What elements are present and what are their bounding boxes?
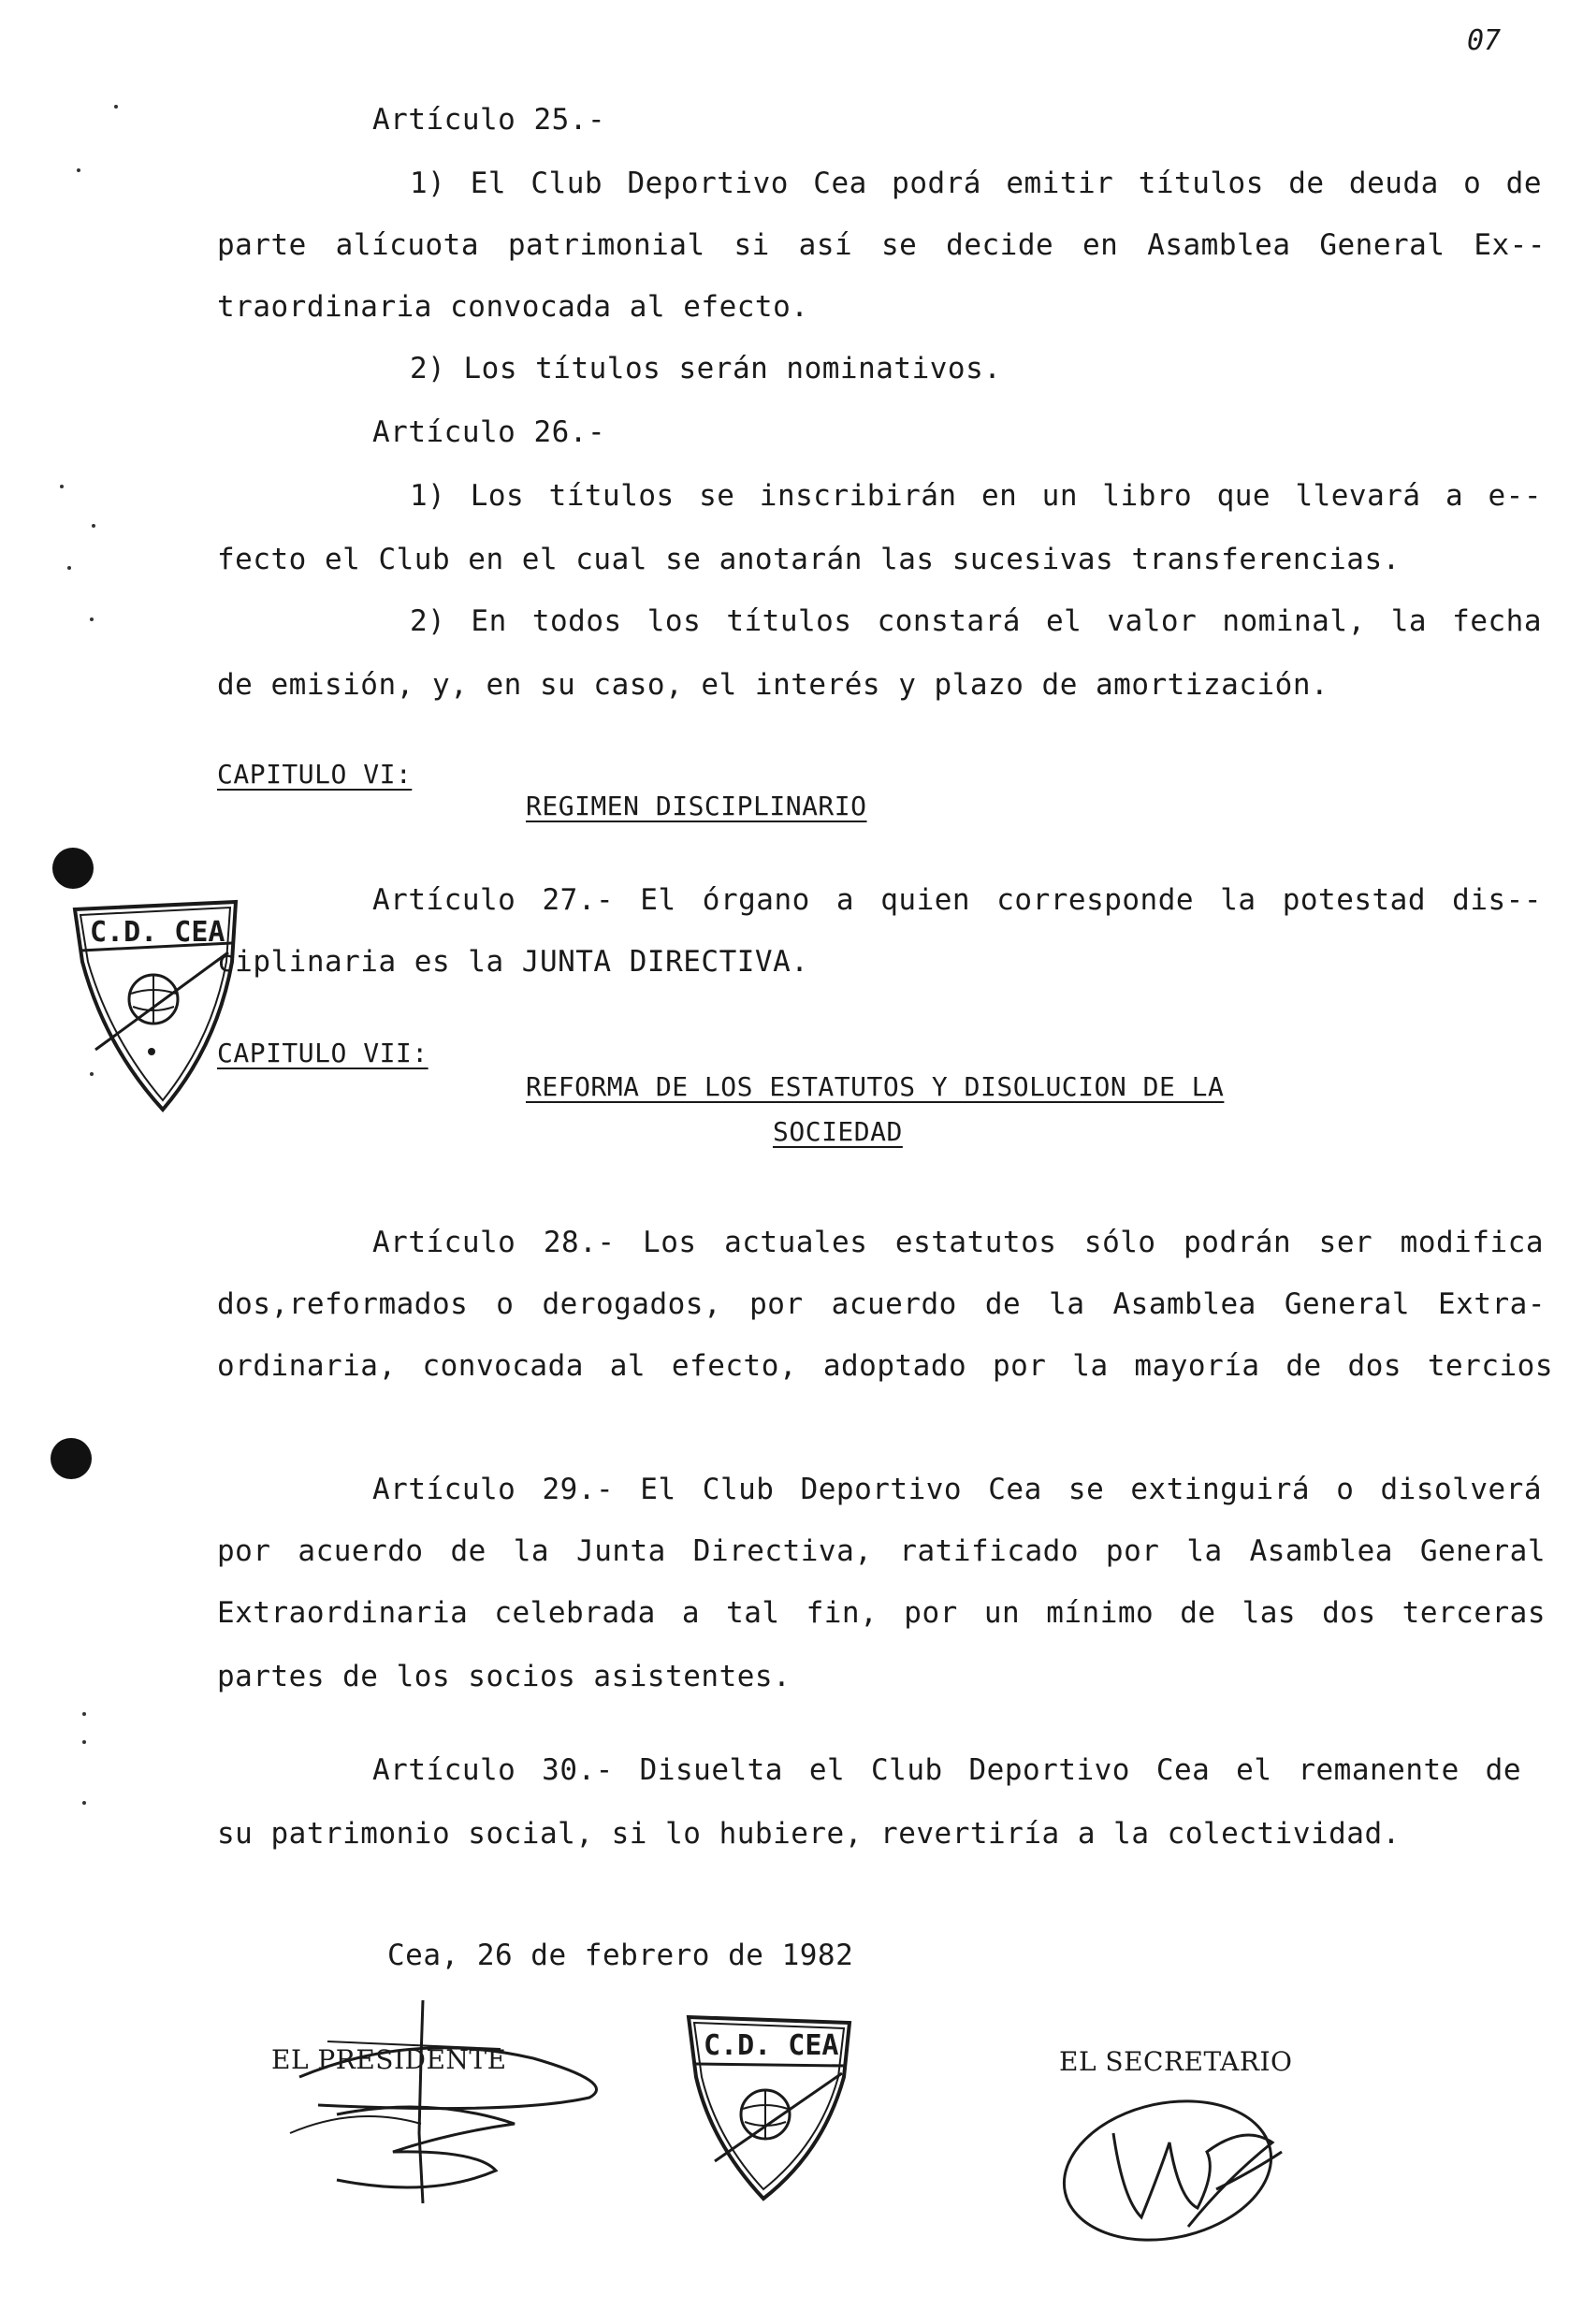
margin-speck bbox=[90, 617, 94, 621]
chapter-7-title-line2: SOCIEDAD bbox=[773, 1116, 903, 1147]
article-29-line2: por acuerdo de la Junta Directiva, ratificado por la Asamblea General bbox=[217, 1534, 1546, 1568]
date-line: Cea, 26 de febrero de 1982 bbox=[387, 1939, 854, 1972]
signature-scribble-icon bbox=[1057, 2086, 1291, 2245]
binder-hole-top bbox=[52, 848, 94, 889]
margin-speck bbox=[82, 1801, 86, 1805]
article-26-p2-line1: 2) En todos los títulos constará el valor nominal, la fecha bbox=[410, 604, 1542, 638]
article-28-line3: ordinaria, convocada al efecto, adoptado por la mayoría de dos tercios bbox=[217, 1349, 1553, 1383]
president-label: EL PRESIDENTE bbox=[271, 2044, 507, 2075]
margin-speck bbox=[92, 524, 95, 528]
article-25-p1-line2: parte alícuota patrimonial si así se decide en Asamblea General Ex-- bbox=[217, 228, 1546, 262]
chapter-7-title-line1: REFORMA DE LOS ESTATUTOS Y DISOLUCION DE LA bbox=[526, 1071, 1225, 1102]
article-26-p1-line1: 1) Los títulos se inscribirán en un libro que llevará a e-- bbox=[410, 479, 1542, 513]
president-signature bbox=[281, 1993, 627, 2208]
margin-speck bbox=[114, 105, 118, 109]
article-29-line1: Artículo 29.- El Club Deportivo Cea se extinguirá o disolverá bbox=[372, 1473, 1542, 1506]
club-stamp-margin bbox=[67, 896, 245, 1117]
article-30-line1: Artículo 30.- Disuelta el Club Deportivo Cea el remanente de bbox=[372, 1753, 1521, 1787]
club-shield-icon bbox=[67, 896, 245, 1117]
secretary-signature bbox=[1057, 2086, 1291, 2245]
article-27-line2: ciplinaria es la JUNTA DIRECTIVA. bbox=[217, 945, 809, 979]
article-27-line1: Artículo 27.- El órgano a quien corresponde la potestad dis-- bbox=[372, 883, 1542, 917]
margin-speck bbox=[67, 566, 71, 570]
chapter-6-label: CAPITULO VI: bbox=[217, 759, 413, 790]
article-30-line2: su patrimonio social, si lo hubiere, revertiría a la colectividad. bbox=[217, 1817, 1401, 1851]
margin-speck bbox=[82, 1740, 86, 1744]
article-29-line4: partes de los socios asistentes. bbox=[217, 1660, 792, 1693]
article-28-line1: Artículo 28.- Los actuales estatutos sólo podrán ser modifica bbox=[372, 1226, 1544, 1259]
margin-speck bbox=[60, 485, 64, 488]
club-shield-icon bbox=[683, 2012, 859, 2204]
article-25-p1-line3: traordinaria convocada al efecto. bbox=[217, 290, 809, 324]
secretary-label: EL SECRETARIO bbox=[1059, 2046, 1293, 2077]
article-28-line2: dos,reformados o derogados, por acuerdo de la Asamblea General Extra- bbox=[217, 1287, 1546, 1321]
article-26-title: Artículo 26.- bbox=[372, 415, 606, 449]
page-number: 07 bbox=[1467, 24, 1502, 57]
article-25-p2: 2) Los títulos serán nominativos. bbox=[410, 352, 1002, 385]
club-stamp-bottom bbox=[683, 2012, 859, 2204]
margin-speck bbox=[77, 168, 80, 172]
article-26-p2-line2: de emisión, y, en su caso, el interés y plazo de amortización. bbox=[217, 668, 1329, 702]
article-26-p1-line2: fecto el Club en el cual se anotarán las sucesivas transferencias. bbox=[217, 543, 1401, 576]
signature-scribble-icon bbox=[281, 1993, 627, 2208]
binder-hole-bottom bbox=[51, 1438, 92, 1479]
margin-speck bbox=[82, 1712, 86, 1716]
club-stamp-text: C.D. CEA bbox=[704, 2029, 839, 2062]
chapter-6-title: REGIMEN DISCIPLINARIO bbox=[526, 791, 867, 821]
club-stamp-text: C.D. CEA bbox=[90, 916, 225, 949]
article-29-line3: Extraordinaria celebrada a tal fin, por un mínimo de las dos terceras bbox=[217, 1596, 1546, 1630]
article-25-title: Artículo 25.- bbox=[372, 103, 606, 137]
chapter-7-label: CAPITULO VII: bbox=[217, 1038, 428, 1068]
article-25-p1-line1: 1) El Club Deportivo Cea podrá emitir títulos de deuda o de bbox=[410, 167, 1542, 200]
